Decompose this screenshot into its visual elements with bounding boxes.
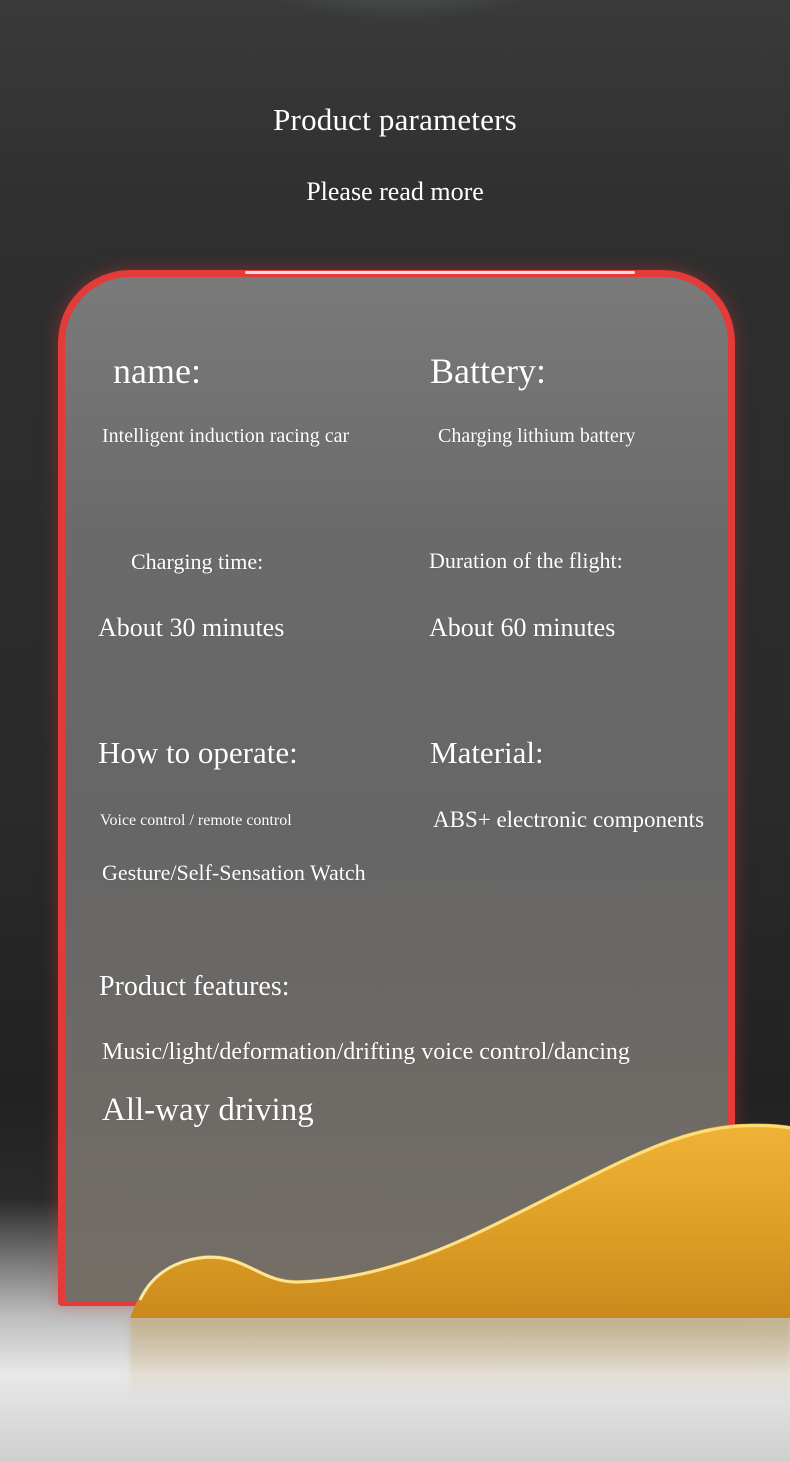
battery-label: Battery: [430,351,546,391]
features-label: Product features: [99,971,290,1002]
name-value: Intelligent induction racing car [102,425,350,447]
features-value-2: All-way driving [102,1092,314,1128]
flight-duration-label: Duration of the flight: [429,548,623,573]
name-label: name: [113,351,201,391]
operate-value-1: Voice control / remote control [100,812,292,829]
features-value-1: Music/light/deformation/drifting voice control/dancing [102,1039,630,1065]
charging-time-value: About 30 minutes [98,613,285,642]
operate-value-2: Gesture/Self-Sensation Watch [102,860,366,885]
page-subtitle: Please read more [306,177,484,206]
flight-duration-value: About 60 minutes [429,613,616,642]
material-label: Material: [430,735,544,770]
battery-value: Charging lithium battery [438,425,636,447]
material-value: ABS+ electronic components [433,807,705,832]
charging-time-label: Charging time: [131,549,264,574]
operate-label: How to operate: [98,735,298,770]
page-title: Product parameters [273,102,517,137]
